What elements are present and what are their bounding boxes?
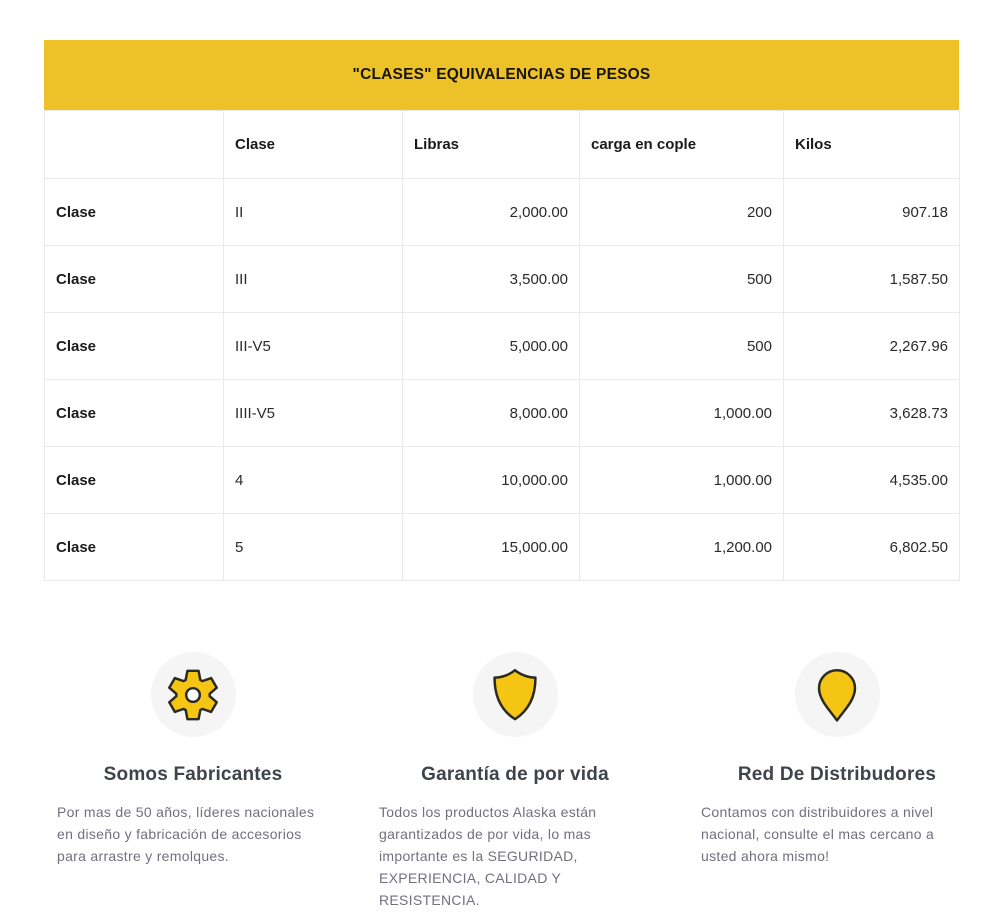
carga-value: 200 (580, 179, 784, 246)
kilos-value: 2,267.96 (784, 313, 960, 380)
clase-value: III (224, 246, 403, 313)
column-header-carga-en-cople: carga en cople (580, 111, 784, 179)
carga-value: 500 (580, 313, 784, 380)
kilos-value: 3,628.73 (784, 380, 960, 447)
table-row (45, 447, 960, 514)
clase-value: IIII-V5 (224, 380, 403, 447)
clase-value: II (224, 179, 403, 246)
weights-table-card (44, 40, 959, 581)
gear-icon (151, 652, 236, 737)
column-header-clase: Clase (224, 111, 403, 179)
clase-value: 4 (224, 447, 403, 514)
location-pin-icon (795, 652, 880, 737)
kilos-value: 6,802.50 (784, 514, 960, 581)
table-header-row (45, 111, 960, 179)
libras-value: 2,000.00 (403, 179, 580, 246)
feature-description: Por mas de 50 años, líderes nacionales en diseño y fabricación de accesorios para arrastre y remolques. (57, 804, 315, 864)
feature-distribuidores (701, 652, 973, 911)
feature-description: Todos los productos Alaska están garantizados de por vida, lo mas importante es la SEGURIDAD, EXPERIENCIA, CALIDAD Y RESISTENCIA. (379, 804, 597, 908)
kilos-value: 1,587.50 (784, 246, 960, 313)
feature-description: Contamos con distribuidores a nivel nacional, consulte el mas cercano a usted ahora mismo! (701, 804, 935, 864)
table-row (45, 246, 960, 313)
feature-somos-fabricantes (57, 652, 329, 911)
kilos-value: 4,535.00 (784, 447, 960, 514)
column-header-libras: Libras (403, 111, 580, 179)
carga-value: 1,000.00 (580, 447, 784, 514)
kilos-value: 907.18 (784, 179, 960, 246)
carga-value: 500 (580, 246, 784, 313)
feature-garantia (379, 652, 651, 911)
carga-value: 1,200.00 (580, 514, 784, 581)
column-header-empty (45, 111, 224, 179)
libras-value: 3,500.00 (403, 246, 580, 313)
table-row (45, 313, 960, 380)
table-row (45, 514, 960, 581)
libras-value: 10,000.00 (403, 447, 580, 514)
features-section (0, 652, 1006, 911)
row-label: Clase (45, 380, 224, 447)
row-label: Clase (45, 313, 224, 380)
row-label: Clase (45, 514, 224, 581)
shield-icon (473, 652, 558, 737)
weights-table (44, 110, 960, 581)
libras-value: 15,000.00 (403, 514, 580, 581)
table-row (45, 179, 960, 246)
clase-value: 5 (224, 514, 403, 581)
table-title: "CLASES" EQUIVALENCIAS DE PESOS (44, 40, 959, 110)
row-label: Clase (45, 246, 224, 313)
column-header-kilos: Kilos (784, 111, 960, 179)
row-label: Clase (45, 447, 224, 514)
row-label: Clase (45, 179, 224, 246)
feature-title: Somos Fabricantes (103, 764, 283, 785)
table-row (45, 380, 960, 447)
clase-value: III-V5 (224, 313, 403, 380)
feature-title: Garantía de por vida (421, 764, 609, 785)
libras-value: 8,000.00 (403, 380, 580, 447)
carga-value: 1,000.00 (580, 380, 784, 447)
feature-title: Red De Distribudores (737, 764, 937, 785)
libras-value: 5,000.00 (403, 313, 580, 380)
